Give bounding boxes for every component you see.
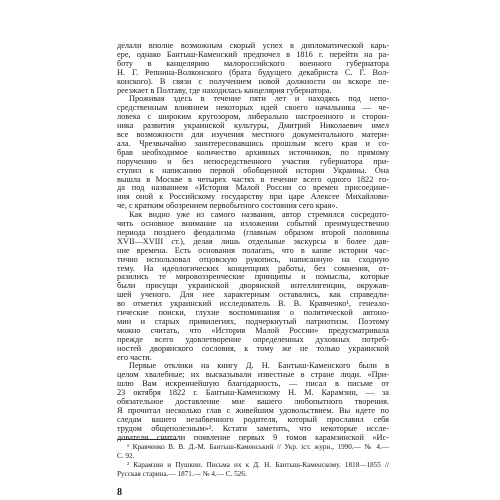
text-line: Я прочитал несколько глав с живейшим удовольствием. Вы идете по bbox=[117, 405, 389, 415]
footnote-line: ² Карамзин и Пушкин. Письма их к Д. Н. Бантыш-Каменскому. 1818—1855 // bbox=[127, 461, 389, 469]
text-line: следам вашего незабвенного родителя, который прославил себя bbox=[117, 414, 389, 424]
text-line: шлю Вам искреннейшую благодарность, — писал в письме от bbox=[117, 379, 389, 389]
text-line: ника развития украинской культуры, Дмитрий Николаевич имел bbox=[117, 121, 389, 131]
text-line: дователи считали появление первых 9 томов карамзинской «Ис- bbox=[117, 432, 389, 442]
text-line: 23 октября 1822 г. Бантыш-Каменскому Н. М. Карамзин, — за bbox=[117, 388, 389, 398]
text-line: все возможности для изучения местного документального матери- bbox=[117, 130, 389, 139]
text-line: периода позднего феодализма (главным образом второй половины bbox=[117, 227, 389, 237]
text-line: XVII—XVIII ст.), делая лишь отдельные экскурсы в более дав- bbox=[117, 236, 389, 246]
text-line: боту в канцелярию малороссийского военного губернатора bbox=[117, 58, 389, 68]
paragraph-first-line: Первые отклики на книгу Д. Н. Бантыш-Каменского были в bbox=[129, 361, 389, 371]
text-line: поручению и без непосредственного участия губернатора при- bbox=[117, 156, 389, 166]
text-line: делали вполне возможным скорый успех в дипломатической карь- bbox=[117, 41, 389, 50]
text-line: реезжает в Полтаву, где находилась канцелярия губернатора. bbox=[117, 85, 332, 95]
text-line: средственным влиянием некоторых идей своего начальника — че- bbox=[117, 103, 389, 113]
text-line: разились те мировоззренческие принципы и помыслы, которые bbox=[117, 272, 389, 282]
text-line: его части. bbox=[117, 352, 152, 362]
footnote-line: С. 92. bbox=[117, 452, 135, 460]
text-line: тему. На идеологических концепциях работы, без сомнения, от- bbox=[117, 263, 389, 273]
text-line: да под названием «История Малой России со времен присоедине- bbox=[117, 183, 389, 193]
text-line: обязательное доставление мне вашего любопытного творения. bbox=[117, 397, 389, 406]
page-number: 8 bbox=[117, 487, 122, 498]
text-line: брав необходимое количество архивных источников, по прямому bbox=[117, 147, 389, 157]
text-line: ностей дворянского сословия, к тому же не только украинской bbox=[117, 343, 389, 353]
text-line: Н. Г. Репнина-Волконского (брата будущего декабриста С. Г. Вол- bbox=[117, 67, 389, 77]
text-line: конского). В связи с получением новой должности он вскоре пе- bbox=[117, 76, 389, 86]
text-line: ала. Чрезвычайно заинтересовавшись прошлым всего края и со- bbox=[117, 138, 389, 148]
text-line: че, с кратким обозрением первобытного состояния сего края». bbox=[117, 201, 338, 211]
text-line: ловека с широким кругозором, либерально настроенного и сторон- bbox=[117, 112, 389, 122]
text-line: прежде всего удовлетворение определенных духовных потреб- bbox=[117, 334, 389, 344]
text-line: мии и старых привилегиях, подчеркнутый патриотизм. Поэтому bbox=[117, 316, 389, 326]
text-line: целом хвалебные; их высказывали известные в стране люди. «При- bbox=[117, 370, 389, 380]
text-line: ступил к написанию первой обобщенной истории Украины. Она bbox=[117, 165, 389, 175]
text-line: шей ученого. Для нее характерным оставались, как справедли- bbox=[117, 290, 389, 300]
text-line: можно считать, что «История Малой России» предусматривала bbox=[117, 325, 389, 335]
text-line: ере, однако Бантыш-Каменский предпочел в 1816 г. перейти на ра- bbox=[117, 49, 389, 59]
text-line: ние времена. Есть основания полагать, что в канве истории час- bbox=[117, 245, 389, 255]
paragraph-first-line: Как видно уже из самого названия, автор стремился сосредото- bbox=[129, 210, 389, 220]
footnote-line: Русская старина.— 1871.— № 4.— С. 526. bbox=[117, 470, 247, 478]
text-line: ния оной к Российскому государству при царе Алексее Михайлови- bbox=[117, 192, 389, 202]
text-line: гические поиски, глухие воспоминания о политической автоно- bbox=[117, 308, 389, 317]
text-line: чить основное внимание на изложении событий преимущественно bbox=[117, 219, 389, 228]
text-line: трудом общеполезным»². Кстати заметить, что некоторые иссле- bbox=[117, 423, 389, 433]
text-line: вышла в Москве в четырех частях в течение всего одного 1822 го- bbox=[117, 174, 389, 184]
footnote-line: ¹ Кравченко В. В. Д.-М. Бантыш-Каменський // Укр. іст. журн., 1990.— № 4.— bbox=[127, 443, 389, 451]
paragraph-first-line: Проживая здесь в течение пяти лет и находясь под непо- bbox=[129, 94, 389, 104]
text-line: были присущи украинской дворянской интеллигенции, окружав- bbox=[117, 281, 389, 291]
footnote-divider bbox=[117, 439, 177, 440]
text-line: тично использовал отцовскую рукопись, написанную на сходную bbox=[117, 254, 389, 264]
text-line: во отметил украинский исследователь В. В. Кравченко¹, генеало- bbox=[117, 299, 389, 309]
